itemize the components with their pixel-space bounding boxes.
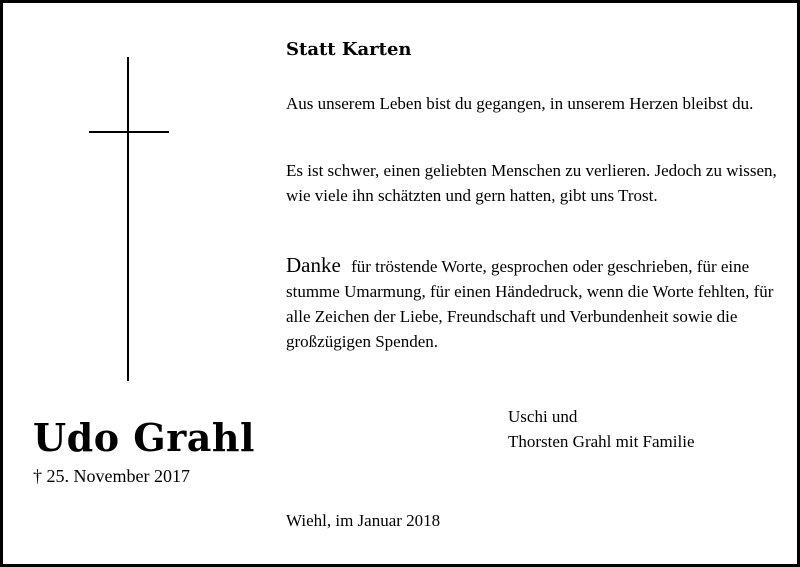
thanks-text: für tröstende Worte, gesprochen oder geschrieben, für eine stumme Umarmung, für einen Händedruck, wenn die Worte fehlten, für alle Zeichen der Liebe, Freundschaft und Verbundenheit sowie die großzügigen Spenden. xyxy=(286,257,774,351)
signer-line-2: Thorsten Grahl mit Familie xyxy=(508,432,695,451)
signer-line-1: Uschi und xyxy=(508,407,578,426)
thanks-paragraph xyxy=(286,253,791,354)
cross-vertical-bar xyxy=(127,57,129,381)
place-and-date: Wiehl, im Januar 2018 xyxy=(286,511,441,530)
cross-horizontal-bar xyxy=(89,131,169,133)
farewell-paragraph: Aus unserem Leben bist du gegangen, in unserem Herzen bleibst du. xyxy=(286,94,754,113)
signers-block xyxy=(508,404,695,454)
notice-heading: Statt Karten xyxy=(286,39,412,60)
thanks-word: Danke xyxy=(286,253,341,277)
death-date: † 25. November 2017 xyxy=(33,466,190,486)
comfort-paragraph: Es ist schwer, einen geliebten Menschen zu verlieren. Jedoch zu wissen, wie viele ihn schätzten und gern hatten, gibt uns Trost. xyxy=(286,161,777,205)
deceased-name: Udo Grahl xyxy=(33,415,255,460)
